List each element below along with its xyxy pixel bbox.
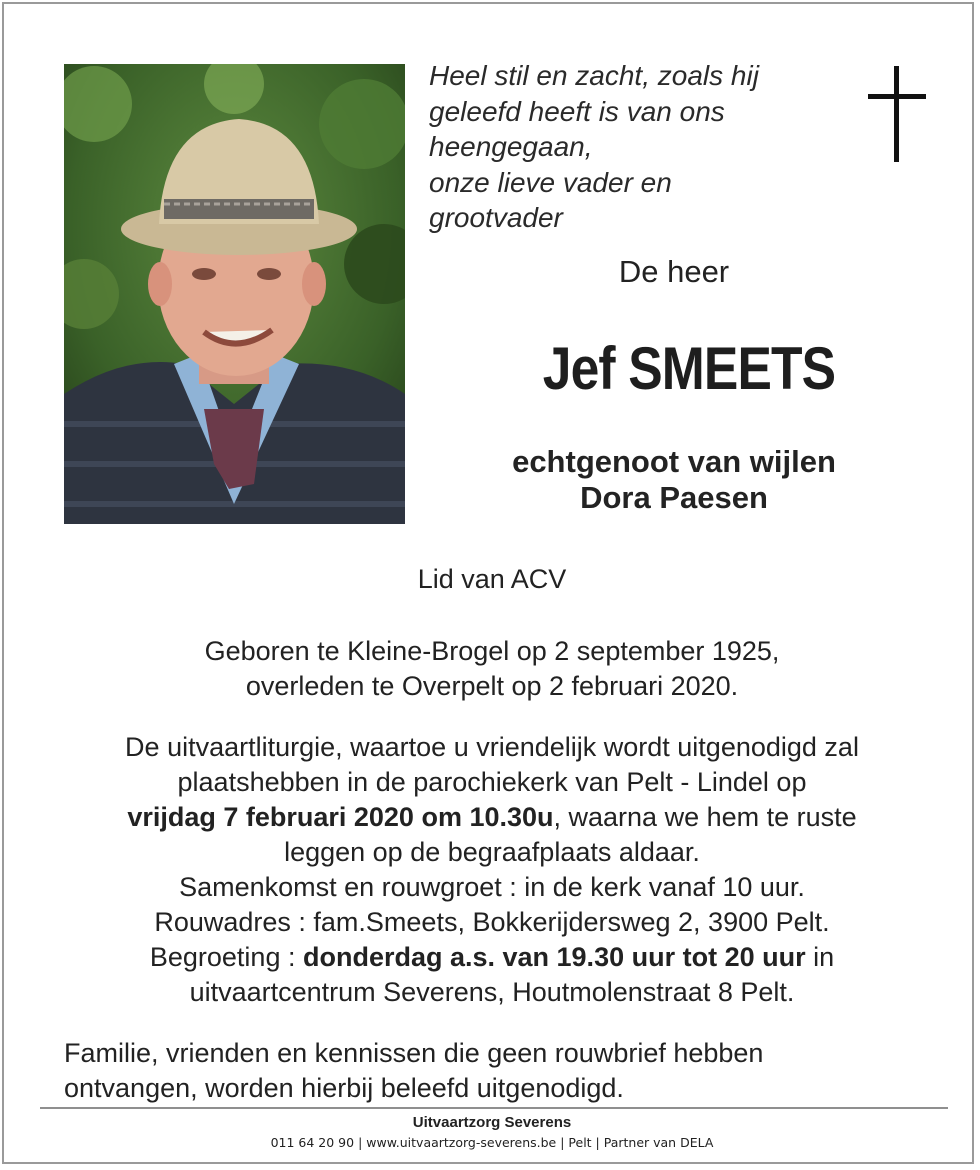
poem-line: Heel stil en zacht, zoals hij [429, 60, 759, 91]
ceremony-line: uitvaartcentrum Severens, Houtmolenstraat 8 Pelt. [189, 977, 795, 1007]
poem-line: grootvader [429, 202, 563, 233]
spouse-line: echtgenoot van wijlen [512, 444, 836, 479]
portrait-photo [64, 64, 405, 524]
visitation-time: donderdag a.s. van 19.30 uur tot 20 uur [302, 942, 806, 972]
ceremony-line: plaatshebben in de parochiekerk van Pelt - Lindel op [177, 767, 807, 797]
ceremony-line: leggen op de begraafplaats aldaar. [284, 837, 700, 867]
ceremony-line: Samenkomst en rouwgroet : in de kerk vanaf 10 uur. [179, 872, 805, 902]
footer-details: 011 64 20 90 | www.uitvaartzorg-severens.be | Pelt | Partner van DELA [270, 1135, 714, 1150]
birth-line: Geboren te Kleine-Brogel op 2 september 1925, [204, 636, 780, 666]
deceased-name: Jef SMEETS [542, 335, 836, 402]
poem-line: onze lieve vader en [429, 166, 672, 198]
cross-icon [868, 66, 926, 162]
ceremony-line [4, 940, 980, 975]
funeral-details [4, 730, 980, 1010]
spouse-info [444, 444, 904, 516]
obituary-card [2, 2, 974, 1164]
poem [429, 58, 849, 236]
invitation [64, 1036, 944, 1106]
ceremony-line: Rouwadres : fam.Smeets, Bokkerijdersweg 2, 3900 Pelt. [154, 907, 830, 937]
poem-line: heengegaan, [429, 131, 593, 162]
ceremony-text: in [805, 942, 835, 972]
spouse-name: Dora Paesen [580, 480, 768, 515]
portrait-image [64, 64, 405, 524]
funeral-date: vrijdag 7 februari 2020 om 10.30u [127, 802, 554, 832]
invitation-line: Familie, vrienden en kennissen die geen rouwbrief hebben [64, 1038, 764, 1068]
footer-title: Uitvaartzorg Severens [412, 1114, 572, 1131]
membership: Lid van ACV [417, 564, 567, 594]
ceremony-line [4, 800, 980, 835]
ceremony-text: , waarna we hem te ruste [553, 802, 857, 832]
birth-death-info [4, 634, 980, 704]
ceremony-line: De uitvaartliturgie, waartoe u vriendelijk wordt uitgenodigd zal [125, 732, 859, 762]
invitation-line: ontvangen, worden hierbij beleefd uitgenodigd. [64, 1073, 624, 1103]
death-line: overleden te Overpelt op 2 februari 2020. [245, 671, 739, 701]
ceremony-text: Begroeting : [149, 942, 303, 972]
footer-divider [40, 1107, 948, 1109]
poem-line: geleefd heeft is van ons [429, 95, 725, 127]
honorific: De heer [618, 254, 730, 289]
